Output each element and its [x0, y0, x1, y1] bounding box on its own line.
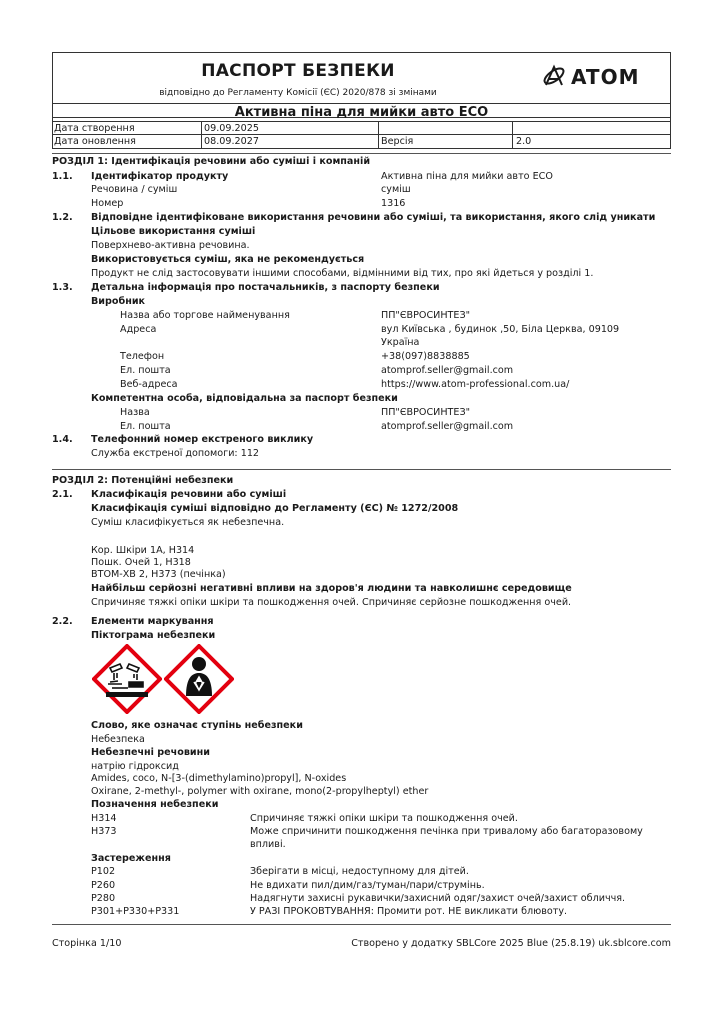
- intended-use-heading: Цільове використання суміші: [91, 226, 256, 237]
- precautionary-heading: Застереження: [91, 853, 171, 864]
- effects-heading: Найбільш серйозні негативні впливи на здоров'я людини та навколишнє середовище: [91, 583, 572, 594]
- product-identifier-value: Активна піна для мийки авто ECO: [381, 171, 553, 182]
- document-meta-table: [52, 122, 671, 149]
- manufacturer-name-value: ПП"ЄВРОСИНТЕЗ": [381, 310, 471, 321]
- number-value: 1316: [381, 198, 406, 209]
- section-separator: [52, 153, 671, 154]
- atom-logo-text: ATOM: [571, 65, 640, 89]
- p260-code: P260: [91, 880, 116, 891]
- s14-title: Телефонний номер екстреного виклику: [91, 434, 314, 445]
- s12-number: 1.2.: [52, 212, 73, 223]
- h314-text: Спричиняє тяжкі опіки шкіри та пошкодження очей.: [250, 813, 518, 824]
- s12-title: Відповідне ідентифіковане використання речовини або суміші, та використання, якого слід уникати: [91, 212, 656, 223]
- manufacturer-heading: Виробник: [91, 296, 146, 307]
- hazardous-substance-item: Oxirane, 2-methyl-, polymer with oxirane, mono(2-propylheptyl) ether: [91, 786, 429, 797]
- h373-code: H373: [91, 826, 117, 837]
- website-label: Веб-адреса: [120, 379, 178, 390]
- website-link[interactable]: https://www.atom-professional.com.ua/: [381, 379, 570, 390]
- section1-title: РОЗДІЛ 1: Ідентифікація речовини або суміші і компаній: [52, 156, 371, 167]
- h373-text: Може спричинити пошкодження печінка при тривалому або багаторазовому: [250, 826, 643, 837]
- p102-code: P102: [91, 866, 116, 877]
- s21-number: 2.1.: [52, 489, 73, 500]
- s22-number: 2.2.: [52, 616, 73, 627]
- s11-title: Ідентифікатор продукту: [91, 171, 229, 182]
- h314-code: H314: [91, 813, 117, 824]
- classification-item: ВТОМ-ХВ 2, H373 (печінка): [91, 569, 226, 580]
- updated-date-label: Дата оновлення: [54, 136, 136, 147]
- intended-use-text: Поверхнево-активна речовина.: [91, 240, 250, 251]
- hazard-statements-heading: Позначення небезпеки: [91, 799, 219, 810]
- corrosion-pictogram-icon: [92, 644, 162, 714]
- atom-logo: [541, 63, 669, 89]
- hazardous-substances-heading: Небезпечні речовини: [91, 747, 210, 758]
- email-value[interactable]: atomprof.seller@gmail.com: [381, 365, 514, 376]
- phone-value: +38(097)8838885: [381, 351, 470, 362]
- classification-text: Суміш класифікується як небезпечна.: [91, 517, 285, 528]
- p301-text: У РАЗІ ПРОКОВТУВАННЯ: Промити рот. НЕ викликати блювоту.: [250, 906, 568, 917]
- competent-email-value[interactable]: atomprof.seller@gmail.com: [381, 421, 514, 432]
- health-hazard-pictogram-icon: [164, 644, 234, 714]
- section2-title: РОЗДІЛ 2: Потенційні небезпеки: [52, 475, 234, 486]
- manufacturer-name-label: Назва або торгове найменування: [120, 310, 290, 321]
- version-label: Версія: [381, 136, 414, 147]
- p280-code: P280: [91, 893, 116, 904]
- address-value: вул Київська , будинок ,50, Біла Церква, 09109: [381, 324, 620, 335]
- hazardous-substance-item: натрію гідроксид: [91, 761, 179, 772]
- competent-email-label: Ел. пошта: [120, 421, 171, 432]
- signal-word: Небезпека: [91, 734, 145, 745]
- created-date-label: Дата створення: [54, 123, 135, 134]
- not-recommended-text: Продукт не слід застосовувати іншими способами, відмінними від тих, про які йдеться у розділі 1.: [91, 268, 594, 279]
- email-label: Ел. пошта: [120, 365, 171, 376]
- competent-person-heading: Компетентна особа, відповідальна за паспорт безпеки: [91, 393, 398, 404]
- type-label: Речовина / суміш: [91, 184, 178, 195]
- s11-number: 1.1.: [52, 171, 73, 182]
- generated-by-text: Створено у додатку SBLCore 2025 Blue (25.8.19) uk.sblcore.com: [351, 938, 671, 949]
- classification-heading: Класифікація суміші відповідно до Регламенту (ЄС) № 1272/2008: [91, 503, 459, 514]
- s22-title: Елементи маркування: [91, 616, 214, 627]
- h373-text-cont: впливі.: [250, 839, 286, 850]
- version-value: 2.0: [516, 136, 532, 147]
- s21-title: Класифікація речовини або суміші: [91, 489, 287, 500]
- classification-item: Кор. Шкіри 1A, H314: [91, 545, 195, 556]
- document-title: ПАСПОРТ БЕЗПЕКИ: [201, 61, 395, 81]
- updated-date-value: 08.09.2027: [204, 136, 259, 147]
- effects-text: Спричиняє тяжкі опіки шкіри та пошкодження очей. Спричиняє серйозне пошкодження очей.: [91, 597, 572, 608]
- section-separator: [52, 469, 671, 470]
- not-recommended-heading: Використовується суміш, яка не рекомендується: [91, 254, 365, 265]
- s13-number: 1.3.: [52, 282, 73, 293]
- footer-separator: [52, 924, 671, 925]
- competent-name-value: ПП"ЄВРОСИНТЕЗ": [381, 407, 471, 418]
- created-date-value: 09.09.2025: [204, 123, 259, 134]
- type-value: суміш: [381, 184, 411, 195]
- address-label: Адреса: [120, 324, 157, 335]
- hazardous-substance-item: Amides, coco, N-[3-(dimethylamino)propyl], N-oxides: [91, 773, 347, 784]
- s13-title: Детальна інформація про постачальників, з паспорту безпеки: [91, 282, 440, 293]
- address-country: Україна: [381, 337, 420, 348]
- atom-logo-icon: [542, 66, 566, 87]
- product-name-bar: Активна піна для мийки авто ECO: [52, 103, 671, 122]
- signal-word-heading: Слово, яке означає ступінь небезпеки: [91, 720, 303, 731]
- s14-number: 1.4.: [52, 434, 73, 445]
- phone-label: Телефон: [120, 351, 165, 362]
- p280-text: Надягнути захисні рукавички/захисний одяг/захист очей/захист обличчя.: [250, 893, 626, 904]
- competent-name-label: Назва: [120, 407, 150, 418]
- p102-text: Зберігати в місці, недоступному для дітей.: [250, 866, 469, 877]
- number-label: Номер: [91, 198, 124, 209]
- classification-item: Пошк. Очей 1, H318: [91, 557, 191, 568]
- page-number: Сторінка 1/10: [52, 938, 122, 949]
- p260-text: Не вдихати пил/дим/газ/туман/пари/струмінь.: [250, 880, 485, 891]
- p301-code: P301+P330+P331: [91, 906, 180, 917]
- pictogram-heading: Піктограма небезпеки: [91, 630, 216, 641]
- regulation-subtitle: відповідно до Регламенту Комісії (ЄС) 2020/878 зі змінами: [159, 88, 437, 98]
- emergency-text: Служба екстреної допомоги: 112: [91, 448, 260, 459]
